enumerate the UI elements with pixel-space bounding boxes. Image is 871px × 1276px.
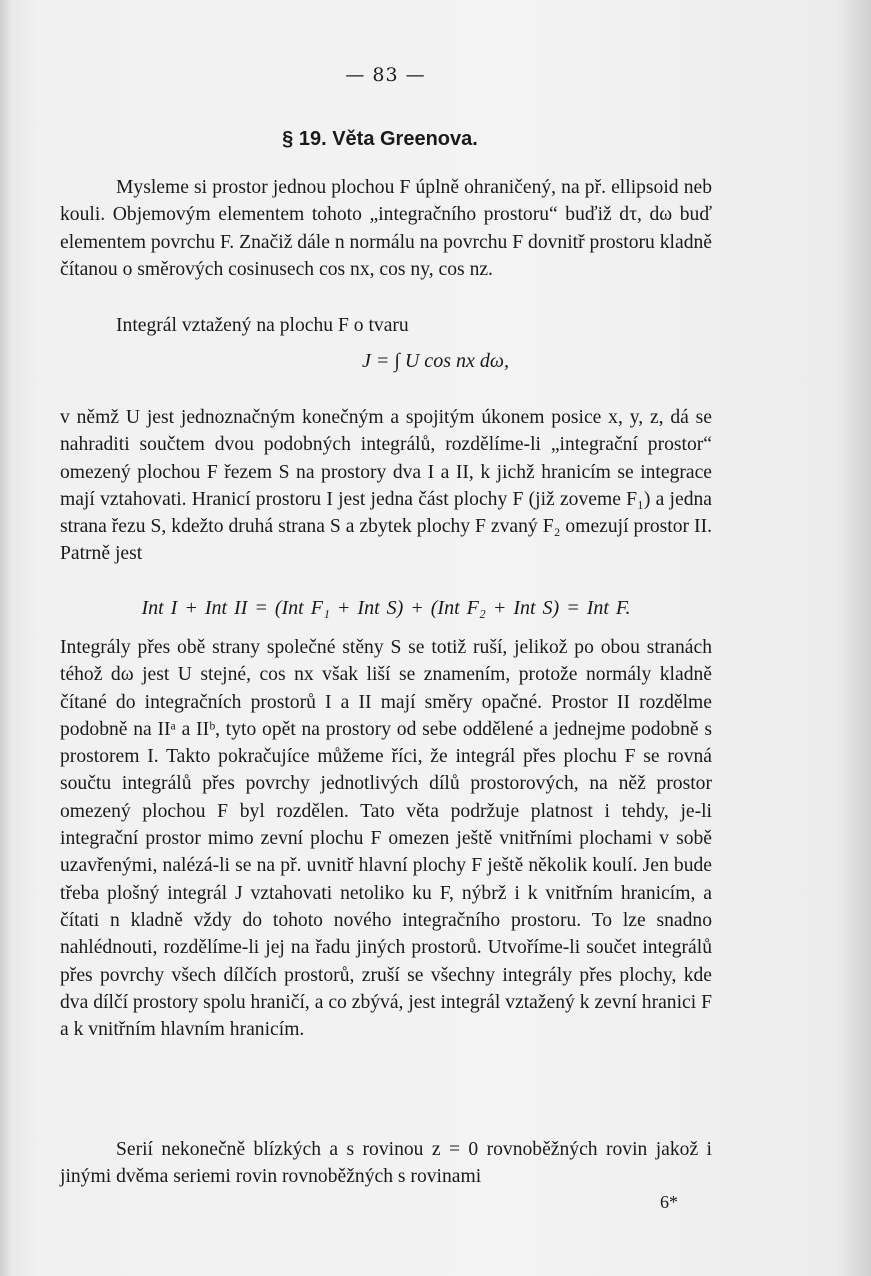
paragraph-3: v němž U jest jednoznačným konečným a spojitým úkonem posice x, y, z, dá se nahraditi součtem dvou podobných integrálů, rozdělíme-li „integrační prostor“ omezený plochou F řezem S na prostory dva I a II, k jichž hranicím se integrace mají vztahovati. Hranicí prostoru I jest jedna část plochy F (již zoveme F₁) a jedna strana řezu S, kdežto druhá strana S a zbytek plochy F zvaný F₂ omezují prostor II. Patrně jest — [60, 407, 712, 565]
formula-int-sum: Int I + Int II = (Int F₁ + Int S) + (Int F₂ + Int S) = Int F. — [141, 597, 631, 619]
paragraph-5: Serií nekonečně blízkých a s rovinou z = 0 rovnoběžných rovin jakož i jinými dvěma seriemi rovin rovnoběžných s rovinami — [60, 1139, 712, 1188]
section-heading: § 19. Věta Greenova. — [282, 128, 478, 150]
paragraph-4: Integrály přes obě strany společné stěny S se totiž ruší, jelikož po obou stranách téhož dω jest U stejné, cos nx však liší se znamením, protože normály kladně čítané do integračních prostorů I a II mají směry opačné. Prostor II rozdělme podobně na IIᵃ a IIᵇ, tyto opět na prostory od sebe oddělené a jednejme podobně s prostorem I. Takto pokračujíce můžeme říci, že integrál přes plochu F se rovná součtu integrálů přes povrchy jednotlivých dílů prostorových, na něž prostor omezený plochou F byl rozdělen. Tato věta podržuje platnost i tehdy, je-li integrační prostor mimo zevní plochu F omezen ještě vnitřními plochami v sobě uzavřenými, nalézá-li se na př. uvnitř hlavní plochy F ještě několik koulí. Jen bude třeba plošný integrál J vztahovati netoliko ku F, nýbrž i k vnitřním hranicím, a čítati n kladně vždy do tohoto nového integračního prostoru. To lze snadno nahlédnouti, rozdělíme-li jej na řadu jiných prostorů. Utvoříme-li součet integrálů přes povrchy všech dílčích prostorů, zruší se všechny integrály přes plochy, kde dva dílčí prostory spolu hraničí, a co zbývá, jest integrál vztažený k zevní hranici F a k vnitřním hlavním hranicím. — [60, 637, 712, 1041]
paragraph-2: Integrál vztažený na plochu F o tvaru — [116, 315, 409, 336]
formula-integral-J: J = ∫ U cos nx dω, — [362, 350, 509, 372]
paragraph-1: Mysleme si prostor jednou plochou F úplně ohraničený, na př. ellipsoid neb kouli. Objemovým elementem tohoto „integračního prostoru“ buďiž dτ, dω buď elementem povrchu F. Značiž dále n normálu na povrchu F dovnitř prostoru kladně čítanou o směrových cosinusech cos nx, cos ny, cos nz. — [60, 177, 712, 280]
page-number: — 83 — — [345, 64, 426, 86]
signature-mark: 6* — [660, 1192, 678, 1212]
